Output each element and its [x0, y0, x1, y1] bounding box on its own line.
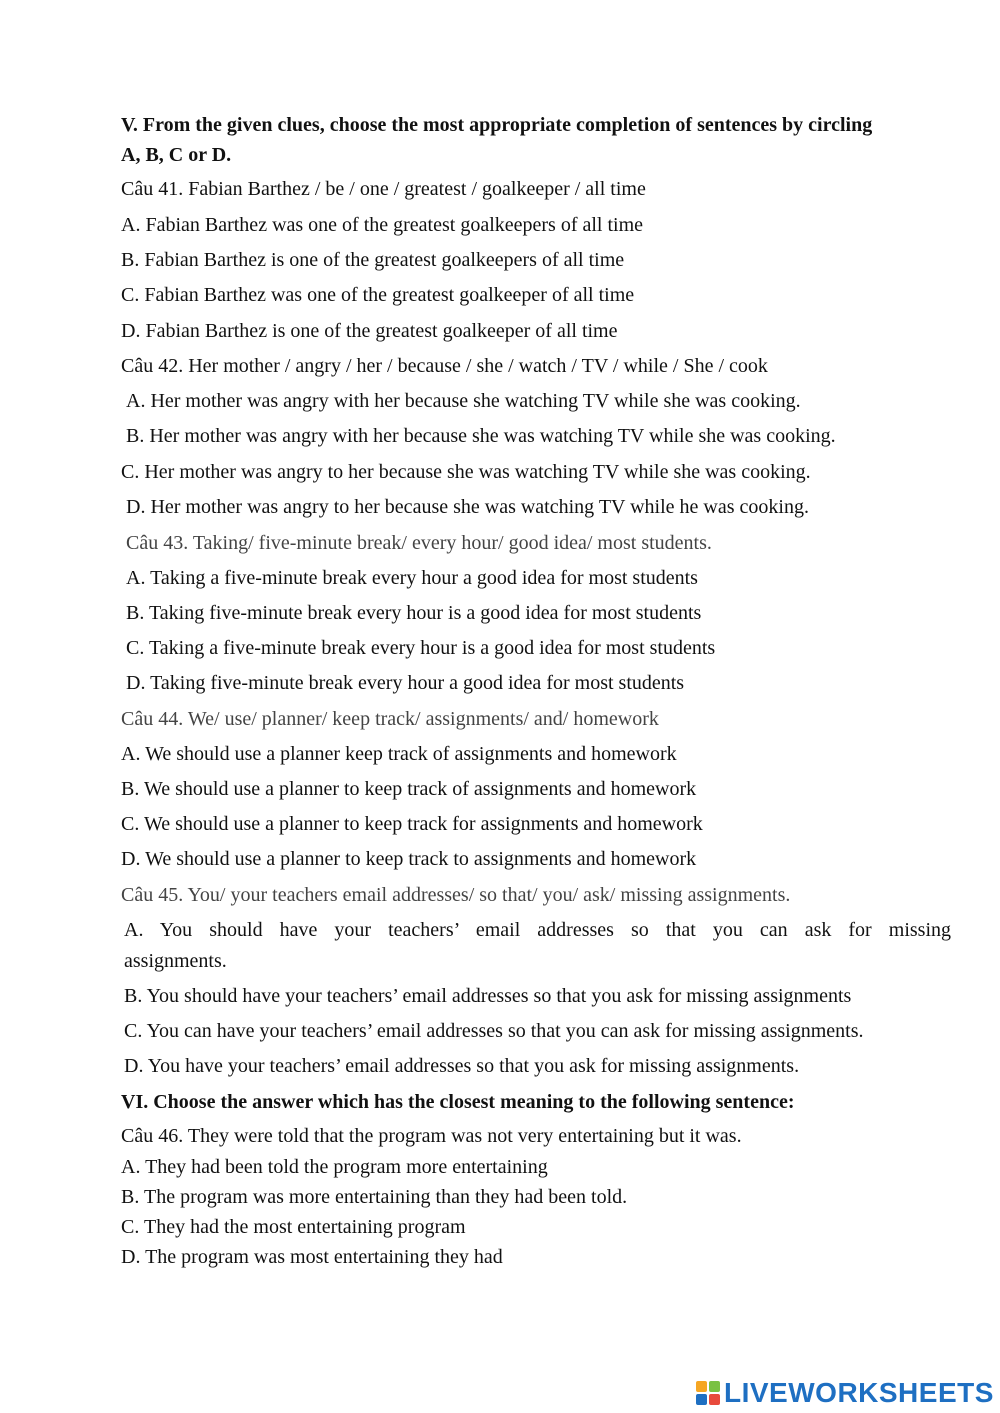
question-42-option-b: B. Her mother was angry with her because she was watching TV while she was cooking. [126, 425, 836, 447]
logo-block [696, 1381, 707, 1392]
question-45-prompt: Câu 45. You/ your teachers email addresses/ so that/ you/ ask/ missing assignments. [121, 884, 791, 906]
question-42-option-c: C. Her mother was angry to her because she was watching TV while she was cooking. [121, 461, 811, 483]
logo-text: LIVEWORKSHEETS [724, 1377, 994, 1408]
question-41-option-b: B. Fabian Barthez is one of the greatest goalkeepers of all time [121, 249, 625, 271]
question-46-option-a: A. They had been told the program more entertaining [121, 1156, 548, 1178]
question-43-option-d: D. Taking five-minute break every hour a good idea for most students [126, 672, 685, 694]
section-6-heading: VI. Choose the answer which has the closest meaning to the following sentence: [121, 1091, 795, 1113]
question-42-prompt: Câu 42. Her mother / angry / her / because / she / watch / TV / while / She / cook [121, 355, 768, 377]
liveworksheets-logo [696, 1377, 994, 1409]
question-41-option-c: C. Fabian Barthez was one of the greatest goalkeeper of all time [121, 284, 635, 306]
logo-block [709, 1381, 720, 1392]
logo-blocks-icon [696, 1381, 720, 1405]
question-45-option-d: D. You have your teachers’ email addresses so that you ask for missing assignments. [124, 1055, 800, 1077]
question-46-prompt: Câu 46. They were told that the program was not very entertaining but it was. [121, 1125, 742, 1147]
question-44-option-b: B. We should use a planner to keep track of assignments and homework [121, 778, 697, 800]
logo-block [696, 1394, 707, 1405]
question-42-option-a: A. Her mother was angry with her because she watching TV while she was cooking. [126, 390, 801, 412]
question-43-option-c: C. Taking a five-minute break every hour is a good idea for most students [126, 637, 716, 659]
question-45-option-b: B. You should have your teachers’ email addresses so that you ask for missing assignments [124, 985, 852, 1007]
question-46-option-d: D. The program was most entertaining they had [121, 1246, 503, 1268]
question-44-option-a: A. We should use a planner keep track of assignments and homework [121, 743, 677, 765]
question-46-option-b: B. The program was more entertaining than they had been told. [121, 1186, 628, 1208]
logo-block [709, 1394, 720, 1405]
question-44-option-d: D. We should use a planner to keep track to assignments and homework [121, 848, 697, 870]
question-43-option-b: B. Taking five-minute break every hour is a good idea for most students [126, 602, 702, 624]
question-46-option-c: C. They had the most entertaining program [121, 1216, 466, 1238]
question-45-option-a-line-1: A. You should have your teachers’ email addresses so that you can ask for missing [124, 919, 951, 941]
question-42-option-d: D. Her mother was angry to her because she was watching TV while he was cooking. [126, 496, 809, 518]
section-5-heading-line-1: V. From the given clues, choose the most appropriate completion of sentences by circling [121, 114, 873, 136]
question-45-option-a-line-2: assignments. [124, 950, 227, 972]
question-43-prompt: Câu 43. Taking/ five-minute break/ every hour/ good idea/ most students. [126, 532, 712, 554]
question-44-option-c: C. We should use a planner to keep track for assignments and homework [121, 813, 703, 835]
question-43-option-a: A. Taking a five-minute break every hour a good idea for most students [126, 567, 698, 589]
question-41-prompt: Câu 41. Fabian Barthez / be / one / greatest / goalkeeper / all time [121, 178, 646, 200]
section-5-heading-line-2: A, B, C or D. [121, 144, 232, 166]
question-41-option-a: A. Fabian Barthez was one of the greatest goalkeepers of all time [121, 214, 644, 236]
question-44-prompt: Câu 44. We/ use/ planner/ keep track/ assignments/ and/ homework [121, 708, 659, 730]
question-41-option-d: D. Fabian Barthez is one of the greatest goalkeeper of all time [121, 320, 618, 342]
question-45-option-c: C. You can have your teachers’ email addresses so that you can ask for missing assignments. [124, 1020, 864, 1042]
